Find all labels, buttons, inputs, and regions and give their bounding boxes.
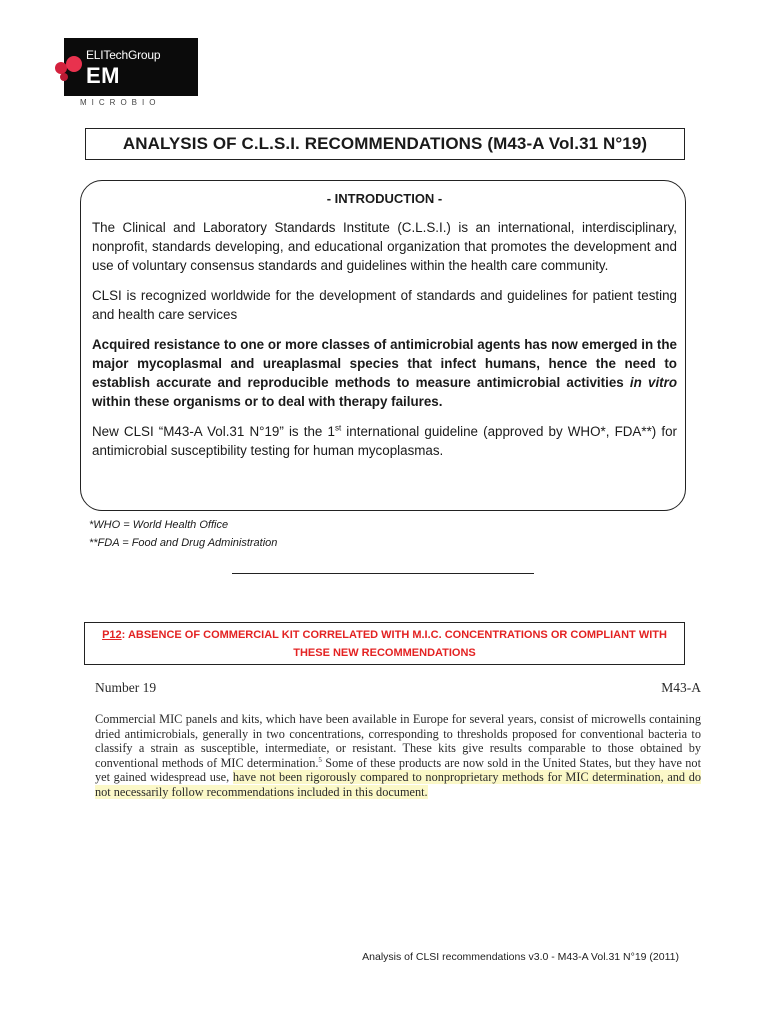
excerpt-scan [95, 680, 701, 799]
footnotes [89, 516, 277, 552]
p12-box [84, 622, 685, 665]
excerpt-left-header: Number 19 [95, 680, 157, 695]
excerpt-header [95, 680, 701, 696]
p12-text: : ABSENCE OF COMMERCIAL KIT CORRELATED WITH M.I.C. CONCENTRATIONS OR COMPLIANT WITH THESE NEW RECOMMENDATIONS [121, 629, 667, 659]
logo-black-box [64, 38, 198, 96]
footnote-who: *WHO = World Health Office [89, 519, 229, 531]
intro-paragraph-4 [92, 422, 677, 460]
excerpt-right-header: M43-A [661, 680, 701, 695]
intro-p4-superscript: st [334, 423, 342, 433]
intro-p3-text-b: within these organisms or to deal with therapy failures. [92, 394, 443, 409]
intro-p4-text-b: international guideline (approved by WHO*, FDA**) for antimicrobial susceptibility testing for human mycoplasmas. [92, 424, 677, 458]
excerpt-text-a: Commercial MIC panels and kits, which have been available in Europe for several years, consist of microwells containing dried antimicrobials, generally in two concentrations, corresponding to thresholds proposed for conventional bacteria to classify a strain as susceptible, intermediate, or resistant. These kits give results comparable to those obtained by conventional methods of MIC determination. [95, 712, 701, 770]
logo-dot-icon [60, 73, 68, 81]
excerpt-body [95, 712, 701, 799]
page-footer: Analysis of CLSI recommendations v3.0 - M43-A Vol.31 N°19 (2011) [362, 951, 679, 963]
intro-p4-text-a: New CLSI “M43-A Vol.31 N°19” is the 1 [92, 424, 335, 439]
intro-p3-italic: in vitro [629, 375, 678, 390]
intro-paragraph-1: The Clinical and Laboratory Standards Institute (C.L.S.I.) is an international, interdisciplinary, nonprofit, standards developing, and educational organization that promotes the development and use of voluntary consensus standards and guidelines within the health care community. [92, 220, 677, 273]
company-logo [46, 36, 200, 118]
intro-paragraph-2: CLSI is recognized worldwide for the development of standards and guidelines for patient testing and health care services [92, 288, 677, 322]
logo-brand-top: ELITechGroup [86, 48, 161, 62]
intro-p3-text-a: Acquired resistance to one or more classes of antimicrobial agents has now emerged in the major mycoplasmal and ureaplasmal species that infect humans, hence the need to establish accurate and reproducible methods to measure antimicrobial activities [92, 337, 677, 390]
logo-dot-icon [66, 56, 82, 72]
introduction-heading: - INTRODUCTION - [326, 191, 443, 206]
introduction-box [80, 180, 686, 511]
logo-brand-main: EM [86, 63, 120, 88]
excerpt-superscript: 5 [318, 755, 322, 764]
logo-brand-sub: MICROBIO [80, 98, 161, 107]
footnote-fda: **FDA = Food and Drug Administration [89, 537, 278, 549]
document-title: ANALYSIS OF C.L.S.I. RECOMMENDATIONS (M43-A Vol.31 N°19) [85, 128, 685, 160]
separator-line [232, 573, 534, 574]
intro-paragraph-3 [92, 335, 677, 411]
excerpt-text-b: Some of these products are now sold in the United States, but they have not yet gained widespread use, [95, 755, 702, 784]
excerpt-highlighted-text: have not been rigorously compared to nonproprietary methods for MIC determination, and do not necessarily follow recommendations included in this document. [95, 770, 702, 799]
p12-label: P12 [102, 629, 122, 641]
